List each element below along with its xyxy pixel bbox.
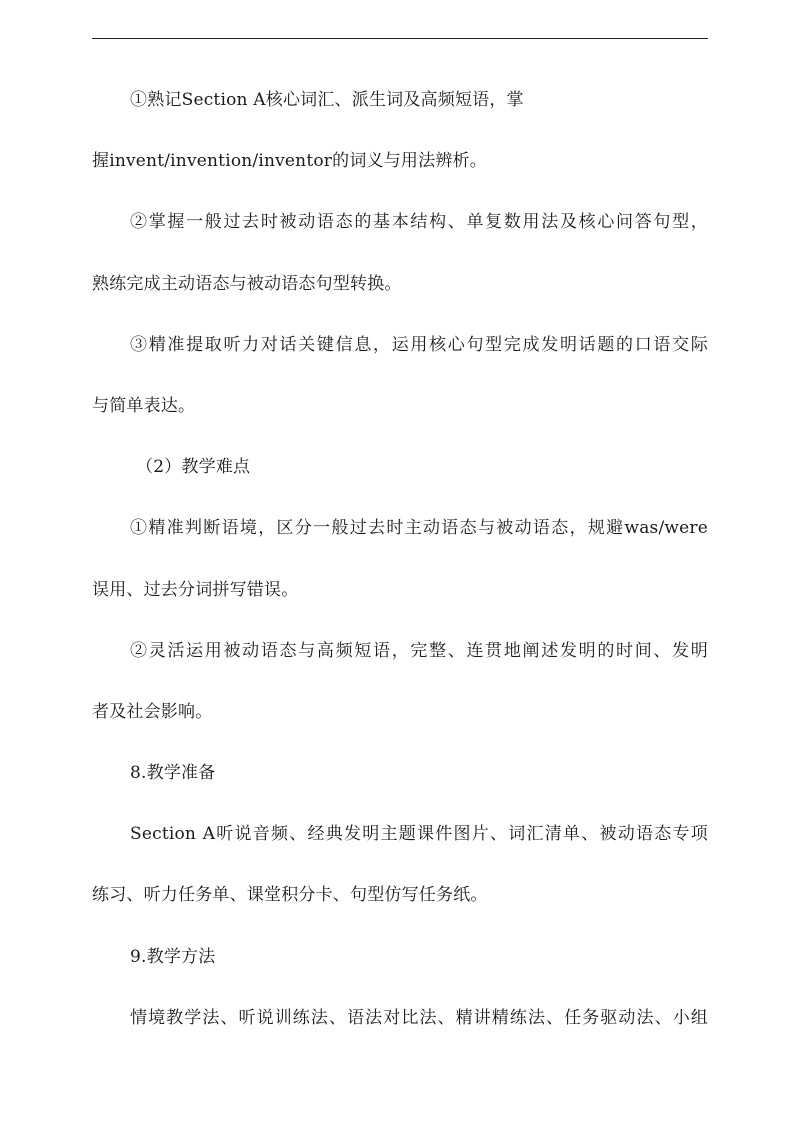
header-rule: [92, 38, 708, 39]
methods-line-1: 情境教学法、听说训练法、语法对比法、精讲精练法、任务驱动法、小组: [130, 1007, 708, 1028]
objective-1-line-1: ①熟记Section A核心词汇、派生词及高频短语，掌: [130, 90, 524, 110]
objective-1-line-2: 握invent/invention/inventor的词义与用法辨析。: [92, 151, 487, 172]
section-heading-preparation: 8.教学准备: [130, 763, 216, 784]
difficulty-2-line-2: 者及社会影响。: [92, 701, 213, 722]
objective-3-line-1: ③精准提取听力对话关键信息，运用核心句型完成发明话题的口语交际: [130, 334, 708, 355]
preparation-line-2: 练习、听力任务单、课堂积分卡、句型仿写任务纸。: [92, 885, 488, 906]
objective-2-line-1: ②掌握一般过去时被动语态的基本结构、单复数用法及核心问答句型，: [130, 212, 708, 233]
section-heading-difficulties: （2）教学难点: [136, 457, 251, 478]
difficulty-1-line-2: 误用、过去分词拼写错误。: [92, 579, 299, 600]
document-body: [92, 70, 708, 1049]
difficulty-1-line-1: ①精准判断语境，区分一般过去时主动语态与被动语态，规避was/were: [130, 518, 708, 539]
objective-2-line-2: 熟练完成主动语态与被动语态句型转换。: [92, 273, 402, 294]
objective-3-line-2: 与简单表达。: [92, 395, 196, 416]
section-heading-methods: 9.教学方法: [130, 946, 216, 967]
preparation-line-1: Section A听说音频、经典发明主题课件图片、词汇清单、被动语态专项: [130, 824, 708, 845]
difficulty-2-line-1: ②灵活运用被动语态与高频短语，完整、连贯地阐述发明的时间、发明: [130, 640, 708, 661]
